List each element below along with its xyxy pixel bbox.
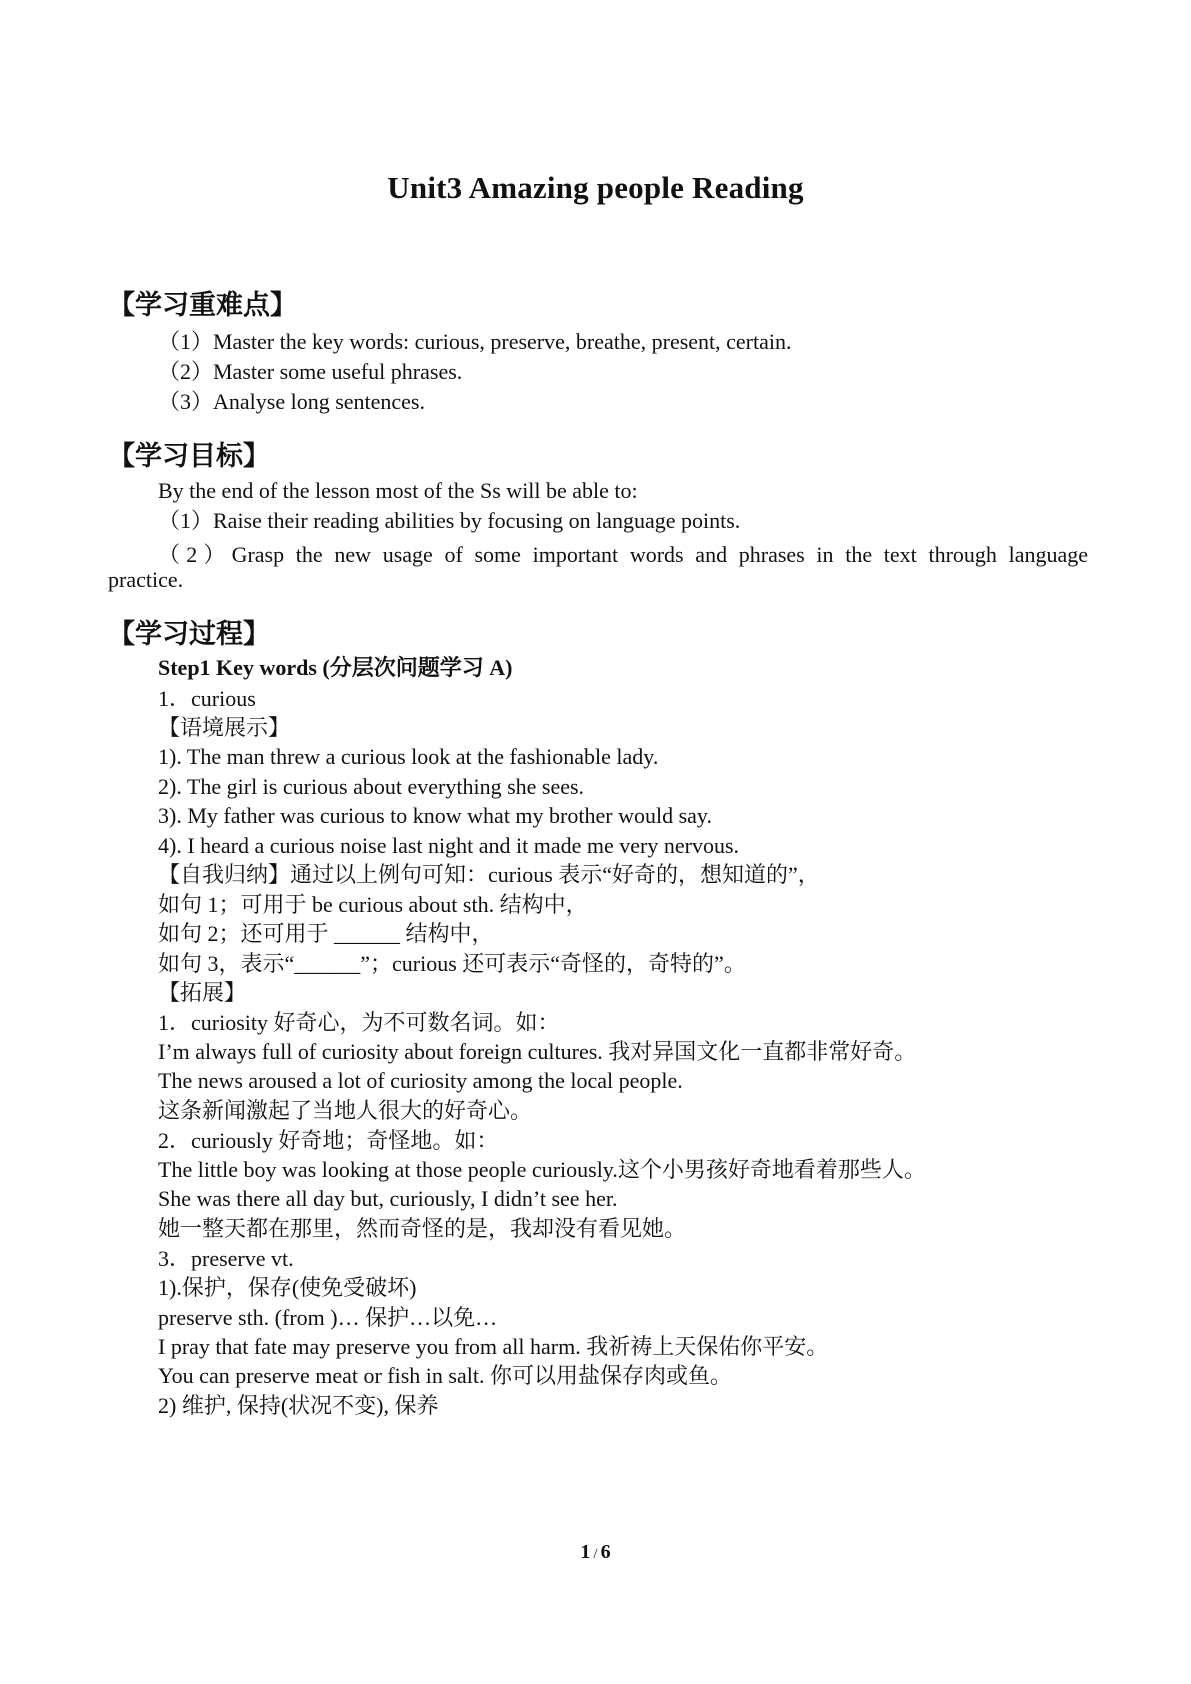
content-line: 2) 维护, 保持(状况不变), 保养 [158,1393,439,1418]
content-line: preserve sth. (from )… 保护…以免… [158,1305,498,1330]
step-heading: Step1 Key words (分层次问题学习 A) [158,655,513,680]
content-line: 4). I heard a curious noise last night and it made me very nervous. [158,833,740,858]
page-current: 1 [580,1541,591,1563]
content-line: She was there all day but, curiously, I didn’t see her. [158,1186,618,1211]
content-line: I pray that fate may preserve you from all harm. 我祈祷上天保佑你平安。 [158,1334,829,1359]
content-line: The news aroused a lot of curiosity among the local people. [158,1068,683,1093]
content-line: 【语境展示】 [158,715,291,740]
content-line: 3．preserve vt. [158,1246,294,1271]
section-heading-process: 【学习过程】 [108,619,270,650]
content-line: 1).保护，保存(使免受破坏) [158,1275,417,1300]
content-line: 【拓展】 [158,980,247,1005]
content-line: 3). My father was curious to know what my brother would say. [158,803,712,828]
difficulty-item: （3）Analyse long sentences. [158,389,425,414]
difficulty-item: （1）Master the key words: curious, preserve, breathe, present, certain. [158,329,792,354]
section-heading-difficulties: 【学习重难点】 [108,290,297,321]
content-line: 1). The man threw a curious look at the fashionable lady. [158,744,659,769]
page-total: 6 [600,1541,611,1563]
content-line: 她一整天都在那里，然而奇怪的是，我却没有看见她。 [158,1216,687,1241]
content-line: 2．curiously 好奇地；奇怪地。如： [158,1128,499,1153]
difficulty-item: （2）Master some useful phrases. [158,359,463,384]
content-line: 如句 2；还可用于 ______ 结构中， [158,921,494,946]
page-number [0,1541,1191,1564]
content-line: The little boy was looking at those people curiously.这个小男孩好奇地看着那些人。 [158,1157,926,1182]
content-line: 2). The girl is curious about everything she sees. [158,774,585,799]
content-line: I’m always full of curiosity about foreign cultures. 我对异国文化一直都非常好奇。 [158,1039,917,1064]
content-line: 1．curiosity 好奇心，为不可数名词。如： [158,1010,560,1035]
objectives-intro: By the end of the lesson most of the Ss will be able to: [158,478,638,503]
objective-item: （1）Raise their reading abilities by focusing on language points. [158,508,741,533]
objective-item-continued: practice. [108,567,184,592]
content-line: 如句 3，表示“______”；curious 还可表示“奇怪的，奇特的”。 [158,951,746,976]
page-title: Unit3 Amazing people Reading [387,170,804,205]
content-line: 如句 1；可用于 be curious about sth. 结构中， [158,892,588,917]
page-separator: / [593,1546,598,1562]
section-heading-objectives: 【学习目标】 [108,441,270,472]
content-line: You can preserve meat or fish in salt. 你可以用盐保存肉或鱼。 [158,1363,732,1388]
objective-item: （2）Grasp the new usage of some important words and phrases in the text through language [158,542,1088,567]
content-line: 这条新闻激起了当地人很大的好奇心。 [158,1098,533,1123]
content-line: 1．curious [158,686,256,711]
content-line: 【自我归纳】通过以上例句可知：curious 表示“好奇的，想知道的”， [158,862,820,887]
